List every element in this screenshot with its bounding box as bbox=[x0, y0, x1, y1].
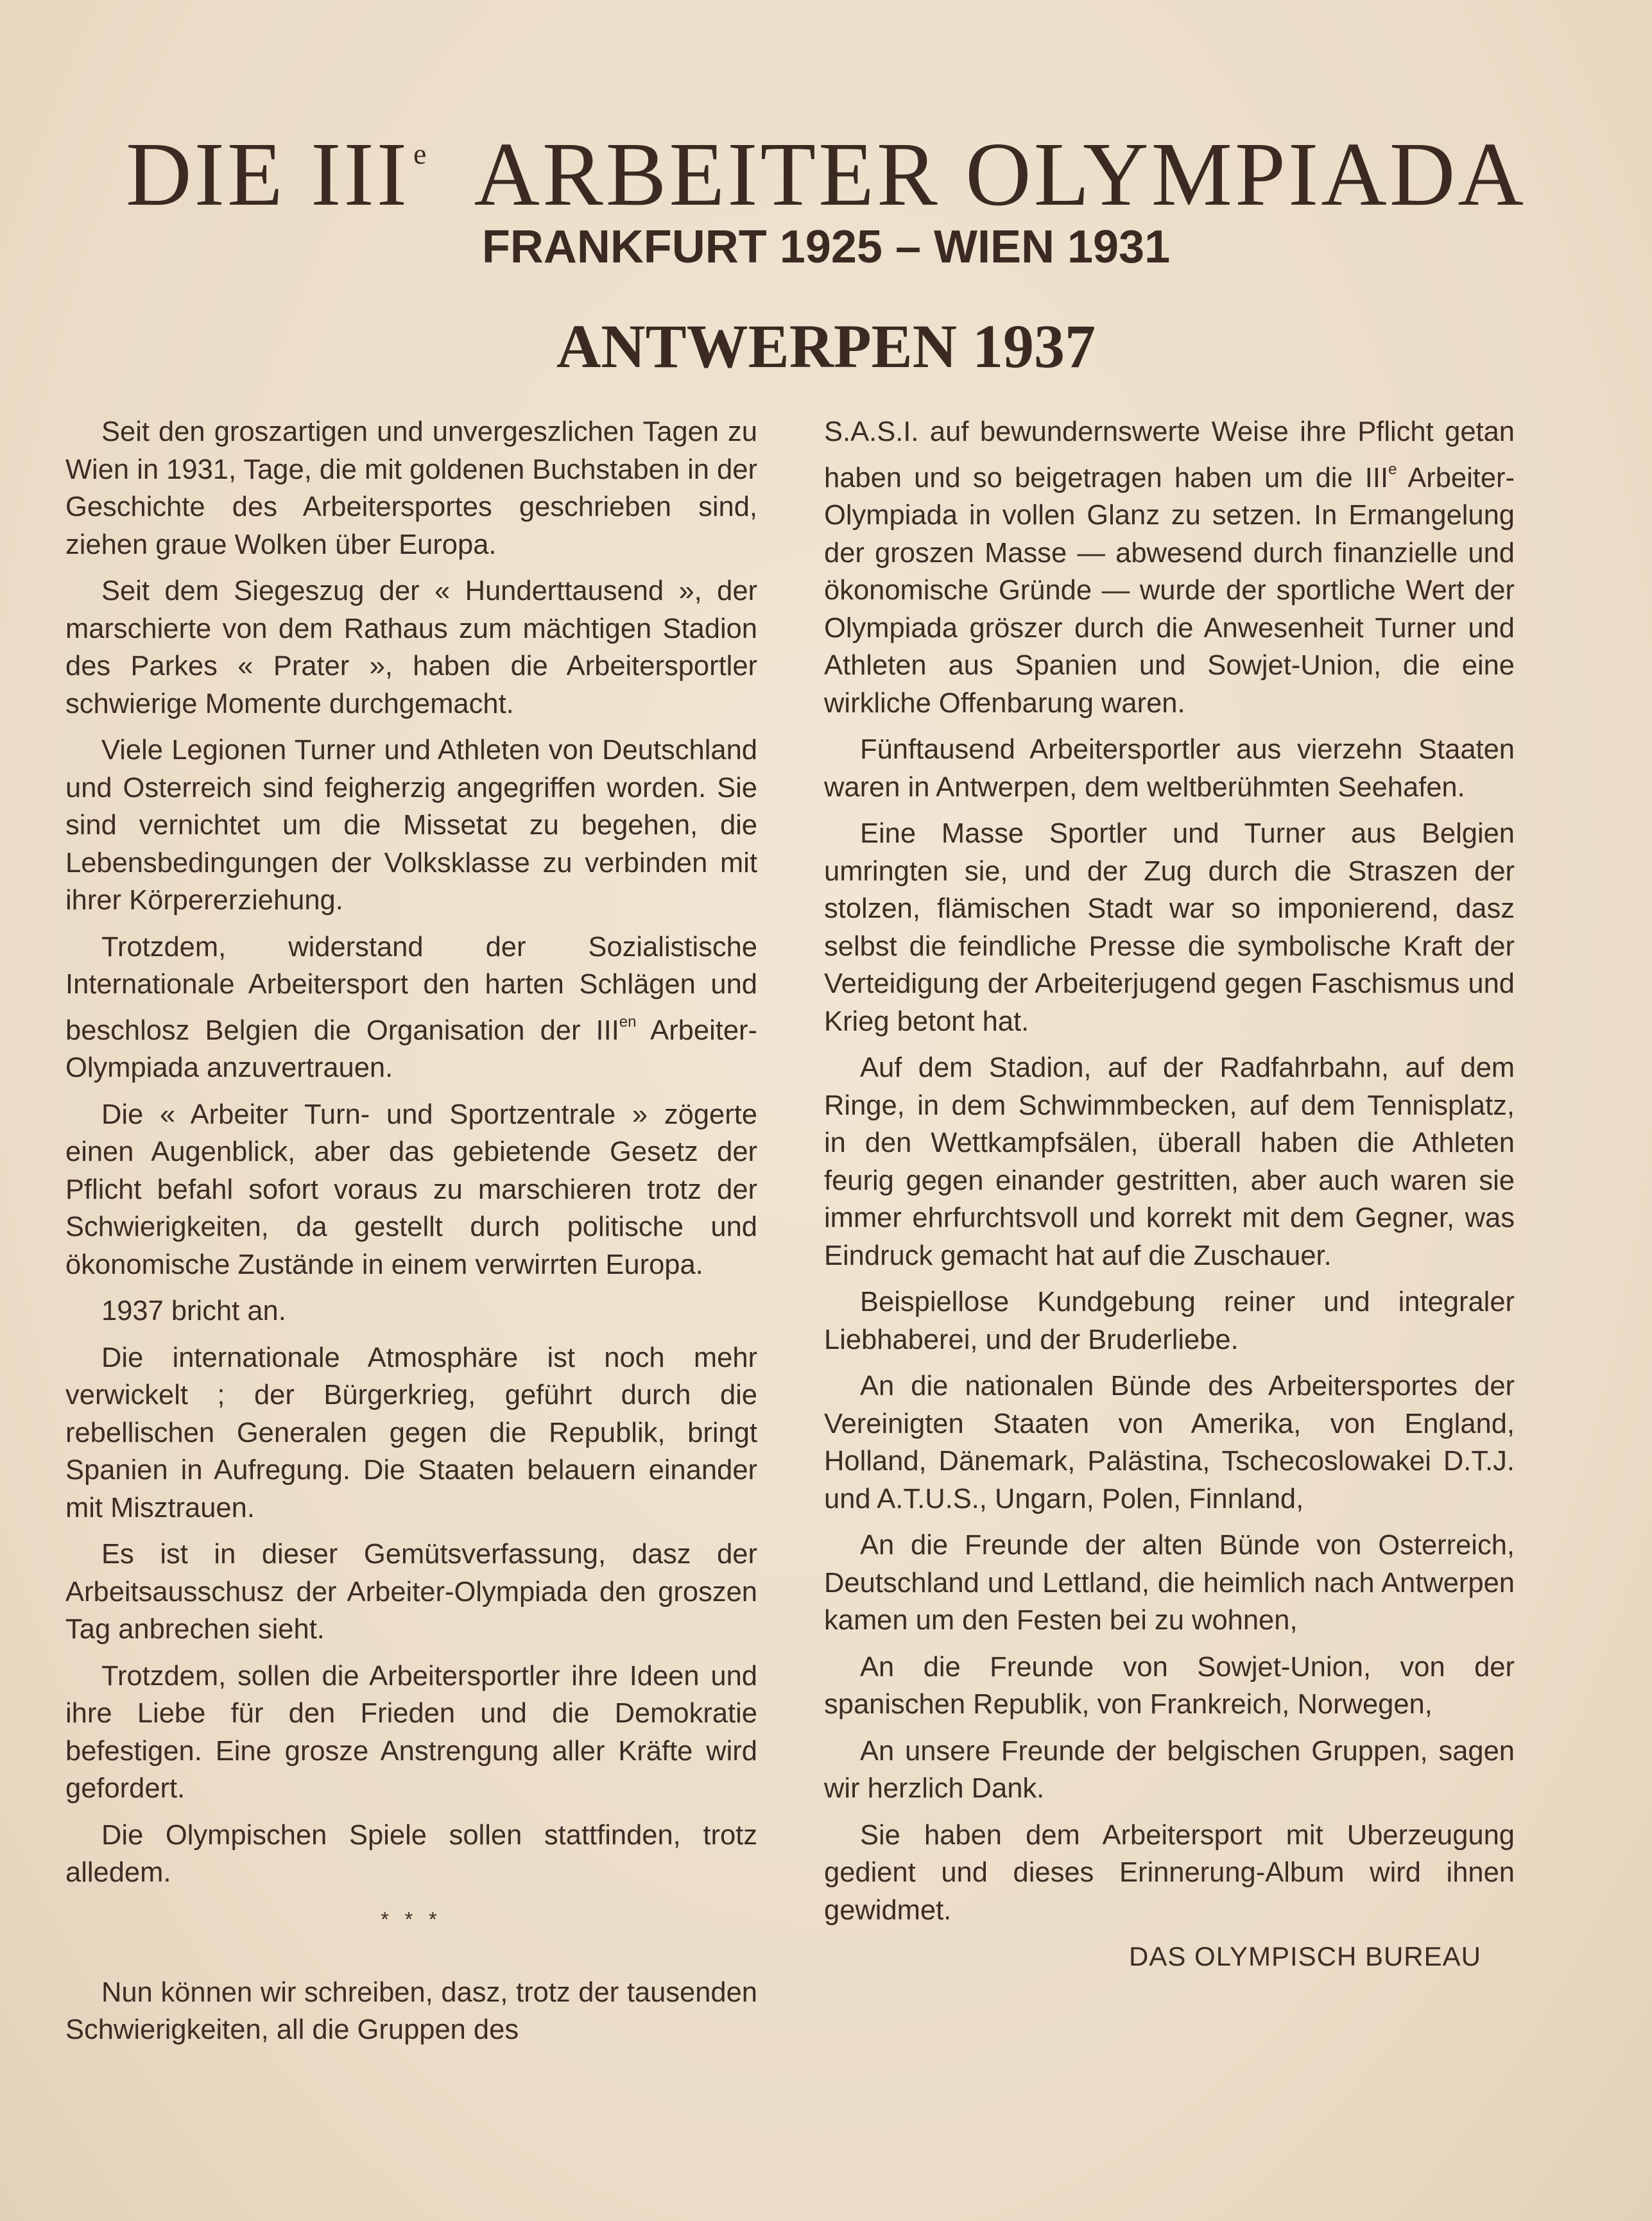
signature: DAS OLYMPISCH BUREAU bbox=[1129, 1941, 1481, 1971]
paragraph: An unsere Freunde der belgischen Gruppen, sagen wir herzlich Dank. bbox=[824, 1735, 1515, 1804]
paragraph: Auf dem Stadion, auf der Radfahrbahn, auf dem Ringe, in dem Schwimmbecken, auf dem Tennisplatz, in den Wettkampfsälen, überall haben die Athleten feurig gegen einander gestritten, aber auch waren sie immer ehrfurchtsvoll und korrekt mit dem Gegner, was Eindruck gemacht hat auf die Zuschauer. bbox=[824, 1052, 1515, 1271]
paragraph: An die nationalen Bünde des Arbeitersportes der Vereinigten Staaten von Amerika, von England, Holland, Dänemark, Palästina, Tschecoslowakei D.T.J. und A.T.U.S., Ungarn, Polen, Finnland, bbox=[824, 1371, 1515, 1514]
title-post: ARBEITER OLYMPIADA bbox=[474, 123, 1526, 225]
paragraph: Die Olympischen Spiele sollen stattfinden, trotz alledem. bbox=[65, 1819, 757, 1888]
paragraph bbox=[824, 413, 1515, 722]
paragraph-text: Trotzdem, widerstand der Sozialistische Internationale Arbeitersport den harten Schlägen und beschlosz Belgien die Organisation der III bbox=[65, 931, 757, 1046]
right-column bbox=[824, 413, 1515, 1976]
paragraph: Seit den groszartigen und unvergeszlichen Tagen zu Wien in 1931, Tage, die mit goldenen Buchstaben in der Geschichte des Arbeitersportes geschrieben sind, ziehen graue Wolken über Europa. bbox=[65, 416, 757, 560]
paragraph: Seit dem Siegeszug der « Hunderttausend », der marschierte von dem Rathaus zum mächtigen Stadion des Parkes « Prater », haben die Arbeitersportler schwierige Momente durchgemacht. bbox=[65, 576, 757, 719]
paragraph: Die « Arbeiter Turn- und Sportzentrale » zögerte einen Augenblick, aber das gebietende Gesetz der Pflicht befahl sofort voraus zu marschieren trotz der Schwierigkeiten, da gestellt durch politische und ökonomische Zustände in einem verwirrten Europa. bbox=[65, 1099, 757, 1280]
title-pre: DIE III bbox=[126, 123, 410, 225]
paragraph-text: S.A.S.I. auf bewundernswerte Weise ihre Pflicht getan haben und so beigetragen haben um die III bbox=[824, 416, 1515, 493]
paragraph-text: Arbeiter-Olympiada anzuvertrauen. bbox=[65, 1015, 757, 1083]
paragraph bbox=[65, 929, 757, 1087]
paragraph-superscript: e bbox=[1388, 460, 1397, 478]
paragraph: 1937 bricht an. bbox=[101, 1296, 286, 1326]
paragraph: Nun können wir schreiben, dasz, trotz der tausenden Schwierigkeiten, all die Gruppen des bbox=[65, 1977, 757, 2045]
section-separator: * * * bbox=[381, 1907, 442, 1931]
page-title bbox=[0, 106, 1652, 225]
title-superscript: e bbox=[413, 137, 429, 170]
paragraph: Trotzdem, sollen die Arbeitersportler ihre Ideen und ihre Liebe für den Frieden und die Demokratie befestigen. Eine grosze Anstrengung aller Kräfte wird gefordert. bbox=[65, 1660, 757, 1804]
paragraph: Beispiellose Kundgebung reiner und integraler Liebhaberei, und der Bruderliebe. bbox=[824, 1287, 1515, 1355]
page-subtitle: FRANKFURT 1925 – WIEN 1931 bbox=[481, 221, 1171, 273]
paragraph-superscript: en bbox=[619, 1013, 637, 1031]
left-column bbox=[65, 413, 757, 2058]
paragraph: Eine Masse Sportler und Turner aus Belgien umringten sie, und der Zug durch die Straszen der stolzen, flämischen Stadt war so imponierend, dasz selbst die feindliche Presse die symbolische Kraft der Verteidigung der Arbeiterjugend gegen Faschismus und Krieg betont hat. bbox=[824, 818, 1515, 1037]
paragraph: Fünftausend Arbeitersportler aus vierzehn Staaten waren in Antwerpen, dem weltberühmten Seehafen. bbox=[824, 734, 1515, 803]
paragraph-text: Arbeiter-Olympiada in vollen Glanz zu setzen. In Ermangelung der groszen Masse — abwesend durch finanzielle und ökonomische Gründe — wurde der sportliche Wert der Olympiada gröszer durch die Anwesenheit Turner und Athleten aus Spanien und Sowjet-Union, die eine wirkliche Offenbarung waren. bbox=[824, 462, 1515, 719]
paragraph: An die Freunde der alten Bünde von Osterreich, Deutschland und Lettland, die heimlich nach Antwerpen kamen um den Festen bei zu wohnen, bbox=[824, 1530, 1515, 1636]
paragraph: Viele Legionen Turner und Athleten von Deutschland und Osterreich sind feigherzig angegriffen worden. Sie sind vernichtet um die Missetat zu begehen, die Lebensbedingungen der Volksklasse zu verbinden mit ihrer Körpererziehung. bbox=[65, 735, 757, 916]
paragraph: An die Freunde von Sowjet-Union, von der spanischen Republik, von Frankreich, Norwegen, bbox=[824, 1651, 1515, 1720]
paragraph: Es ist in dieser Gemütsverfassung, dasz der Arbeitsausschusz der Arbeiter-Olympiada den groszen Tag anbrechen sieht. bbox=[65, 1539, 757, 1645]
paragraph: Sie haben dem Arbeitersport mit Uberzeugung gedient und dieses Erinnerung-Album wird ihnen gewidmet. bbox=[824, 1819, 1515, 1926]
page-subtitle-second: ANTWERPEN 1937 bbox=[556, 312, 1096, 381]
paragraph: Die internationale Atmosphäre ist noch mehr verwickelt ; der Bürgerkrieg, geführt durch die rebellischen Generalen gegen die Republik, bringt Spanien in Aufregung. Die Staaten belauern einander mit Misztrauen. bbox=[65, 1342, 757, 1523]
